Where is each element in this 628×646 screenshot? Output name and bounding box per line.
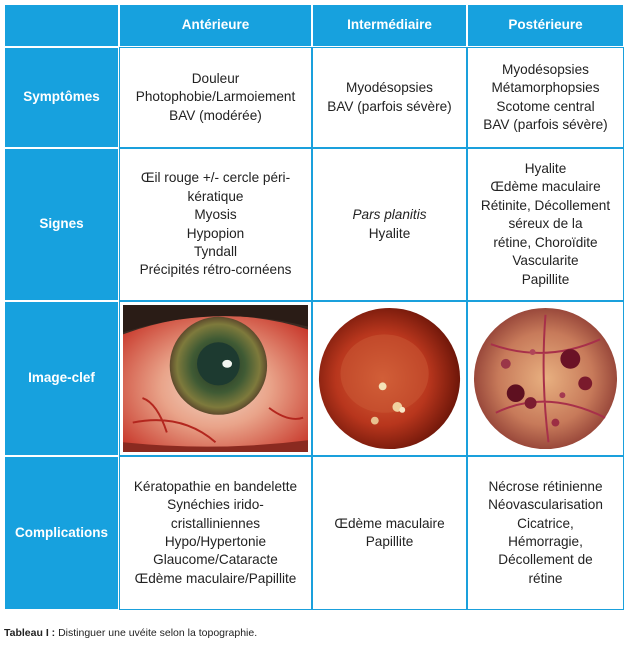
cell-signes-intermediaire <box>312 148 467 301</box>
text-line: séreux de la <box>508 216 583 232</box>
text-line: cristalliniennes <box>170 515 261 531</box>
text-line: Douleur <box>191 70 240 86</box>
uveitis-table <box>4 4 624 610</box>
text-line: Nécrose rétinienne <box>488 478 603 494</box>
text-line: Hyalite <box>524 161 567 177</box>
fundus-hyalite-photo <box>316 305 463 452</box>
text-line: BAV (parfois sévère) <box>327 98 452 114</box>
text-line: Hémorragie, <box>508 534 583 549</box>
caption-label: Tableau I : <box>4 627 56 639</box>
table-corner <box>4 4 119 47</box>
table-caption <box>4 627 257 639</box>
cell-signes-anterieure <box>119 148 312 301</box>
text-line: Œdème maculaire <box>334 515 445 531</box>
fundus-retinitis-photo <box>471 305 620 452</box>
text-line: Glaucome/Cataracte <box>153 552 278 568</box>
text-line: Précipités rétro-cornéens <box>139 262 292 278</box>
text-line: Photophobie/Larmoiement <box>135 89 296 105</box>
cell-symptomes-anterieure <box>119 47 312 148</box>
text-line: Papillite <box>521 271 570 287</box>
text-line: Synéchies irido- <box>167 497 264 513</box>
text-line: Myodésopsies <box>502 61 589 77</box>
row-header-complications: Complications <box>4 456 119 610</box>
text-line: Œdème maculaire <box>490 179 601 195</box>
image-intermediate-uveitis <box>312 301 467 456</box>
text-line: Décollement de <box>498 552 593 568</box>
text-line: Œdème maculaire/Papillite <box>134 570 297 586</box>
cell-symptomes-posterieure <box>467 47 624 148</box>
text-line: rétine, Choroïdite <box>493 234 598 250</box>
text-line: BAV (parfois sévère) <box>483 116 608 132</box>
text-line: Papillite <box>365 534 414 549</box>
caption-text: Distinguer une uvéite selon la topographie. <box>55 627 258 639</box>
text-line: Vascularite <box>512 253 579 269</box>
text-line: Kératopathie en bandelette <box>133 478 298 494</box>
column-header-intermediaire: Intermédiaire <box>312 4 467 47</box>
text-line: rétine <box>528 570 563 586</box>
text-line: Métamorphopsies <box>491 80 600 96</box>
text-line: kératique <box>187 188 244 204</box>
cell-complications-intermediaire <box>312 456 467 610</box>
image-anterior-uveitis <box>119 301 312 456</box>
text-line: Œil rouge +/- cercle péri- <box>140 170 291 186</box>
image-posterior-uveitis <box>467 301 624 456</box>
text-line: Rétinite, Décollement <box>480 197 611 213</box>
text-line: Myosis <box>194 207 237 223</box>
text-line: Scotome central <box>496 98 595 114</box>
row-header-image-clef: Image-clef <box>4 301 119 456</box>
text-line: Hypopion <box>186 225 245 241</box>
row-header-signes: Signes <box>4 148 119 301</box>
red-eye-photo <box>123 305 308 452</box>
cell-complications-posterieure <box>467 456 624 610</box>
cell-signes-posterieure <box>467 148 624 301</box>
column-header-anterieure: Antérieure <box>119 4 312 47</box>
column-header-posterieure: Postérieure <box>467 4 624 47</box>
text-line: Cicatrice, <box>517 515 574 531</box>
text-line: Tyndall <box>193 243 238 259</box>
text-line: Hyalite <box>368 225 411 241</box>
row-header-symptomes: Symptômes <box>4 47 119 148</box>
text-line: Myodésopsies <box>346 80 433 96</box>
text-line: Hypo/Hypertonie <box>164 534 267 549</box>
text-line: BAV (modérée) <box>169 107 262 123</box>
text-line: Pars planitis <box>352 207 427 223</box>
cell-complications-anterieure <box>119 456 312 610</box>
cell-symptomes-intermediaire <box>312 47 467 148</box>
text-line: Néovascularisation <box>488 497 603 513</box>
